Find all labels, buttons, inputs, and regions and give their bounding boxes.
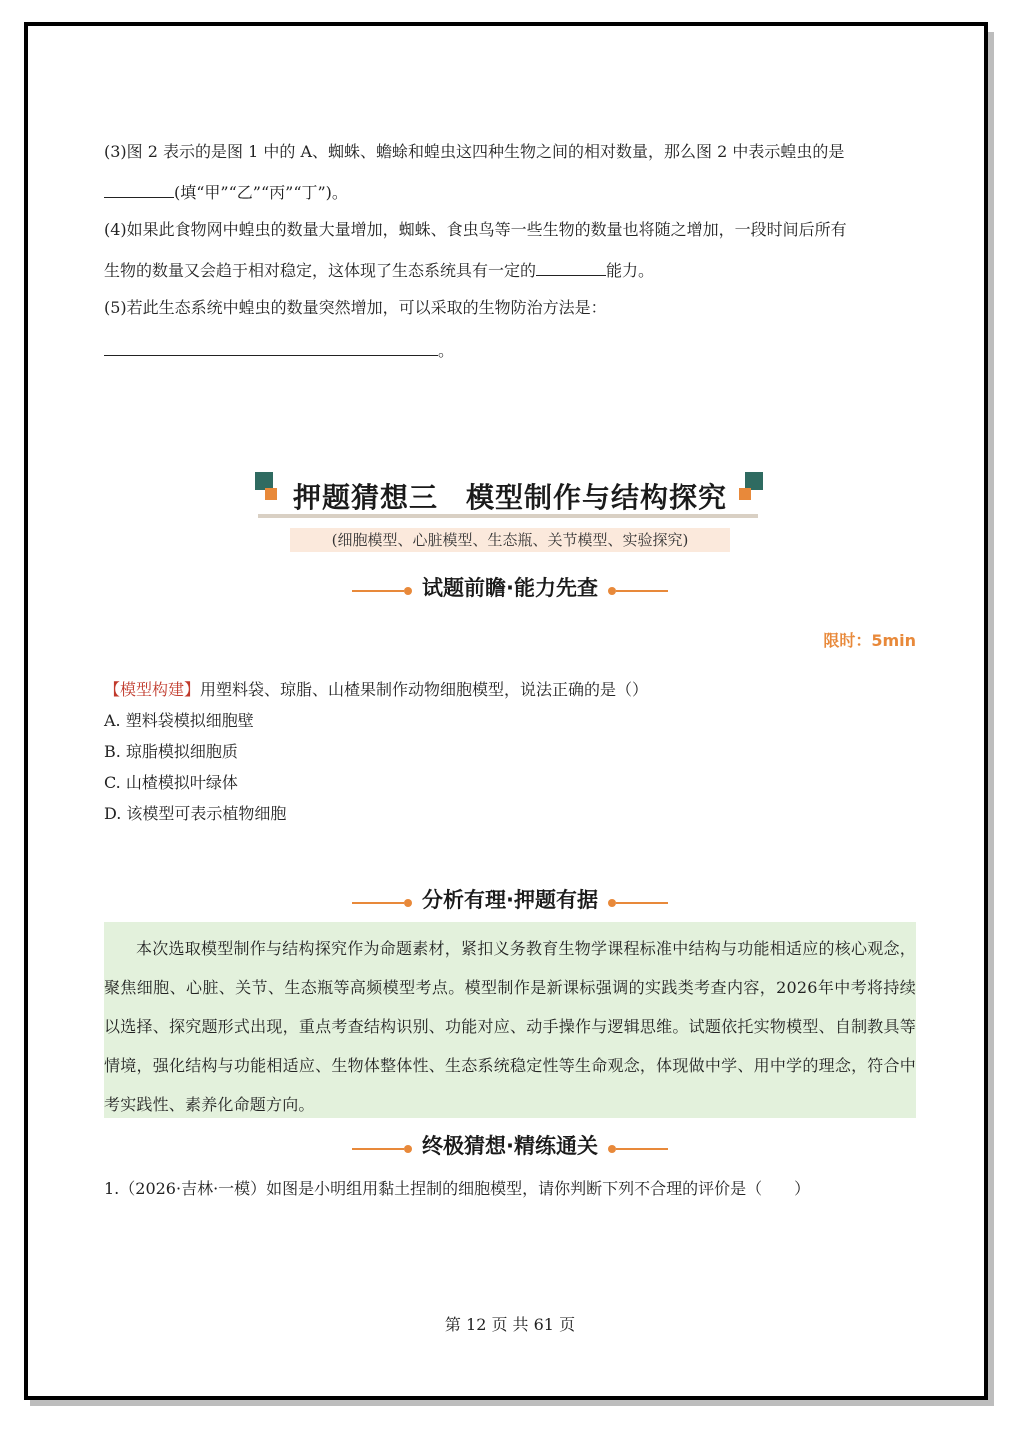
heading-practice	[0, 1130, 1020, 1160]
option-c[interactable]: C. 山楂模拟叶绿体	[104, 773, 238, 792]
section-subtitle: (细胞模型、心脏模型、生态瓶、关节模型、实验探究)	[290, 528, 730, 552]
page-shadow	[30, 1400, 994, 1406]
question-3-line-1: (3)图 2 表示的是图 1 中的 A、蜘蛛、蟾蜍和蝗虫这四种生物之间的相对数量，那么图 2 中表示蝗虫的是	[104, 142, 845, 161]
question-4-line-1: (4)如果此食物网中蝗虫的数量大量增加，蜘蛛、食虫鸟等一些生物的数量也将随之增加，一段时间后所有	[104, 220, 847, 239]
option-b[interactable]: B. 琼脂模拟细胞质	[104, 742, 238, 761]
question-4-tail: 能力。	[606, 261, 655, 280]
answer-blank[interactable]	[104, 337, 438, 356]
model-question-stem	[104, 678, 648, 702]
section-title-wrap	[0, 470, 1020, 526]
question-5-line-1: (5)若此生态系统中蝗虫的数量突然增加，可以采取的生物防治方法是：	[104, 298, 607, 317]
heading-analysis	[0, 884, 1020, 914]
page-footer: 第 12 页 共 61 页	[444, 1315, 576, 1334]
question-5-tail: 。	[438, 341, 455, 360]
section-title-topic: 模型制作与结构探究	[466, 481, 728, 514]
model-question-tag: 【模型构建】	[104, 680, 201, 699]
heading-preview	[0, 572, 1020, 602]
section-title-number: 押题猜想三	[292, 481, 438, 514]
option-d[interactable]: D. 该模型可表示植物细胞	[104, 804, 287, 823]
answer-blank[interactable]	[536, 257, 606, 276]
question-5-line-2	[104, 337, 454, 363]
question-3-line-2	[104, 179, 348, 205]
time-limit: 限时：5min	[823, 631, 916, 650]
question-4-text: 生物的数量又会趋于相对稳定，这体现了生态系统具有一定的	[104, 261, 537, 280]
question-4-line-2	[104, 257, 654, 283]
option-a[interactable]: A. 塑料袋模拟细胞壁	[104, 711, 254, 730]
section-title	[253, 470, 767, 526]
heading-analysis-text: 分析有理·押题有据	[422, 888, 598, 912]
question-3-hint: (填“甲”“乙”“丙”“丁”)。	[174, 183, 348, 202]
analysis-box	[104, 922, 916, 1118]
answer-blank[interactable]	[104, 179, 174, 198]
model-question-text: 用塑料袋、琼脂、山楂果制作动物细胞模型，说法正确的是（）	[200, 680, 649, 699]
heading-preview-text: 试题前瞻·能力先查	[422, 576, 598, 600]
question-1: 1.（2026·吉林·一模）如图是小明组用黏土捏制的细胞模型，请你判断下列不合理的评价是（ ）	[104, 1179, 811, 1198]
title-decoration-icon	[255, 472, 281, 502]
heading-practice-text: 终极猜想·精练通关	[422, 1134, 598, 1158]
analysis-text: 本次选取模型制作与结构探究作为命题素材，紧扣义务教育生物学课程标准中结构与功能相适应的核心观念，聚焦细胞、心脏、关节、生态瓶等高频模型考点。模型制作是新课标强调的实践类考查内容，2026年中考将持续以选择、探究题形式出现，重点考查结构识别、功能对应、动手操作与逻辑思维。试题依托实物模型、自制教具等情境，强化结构与功能相适应、生物体整体性、生态系统稳定性等生命观念，体现做中学、用中学的理念，符合中考实践性、素养化命题方向。	[104, 939, 916, 1114]
title-decoration-icon	[739, 472, 765, 502]
